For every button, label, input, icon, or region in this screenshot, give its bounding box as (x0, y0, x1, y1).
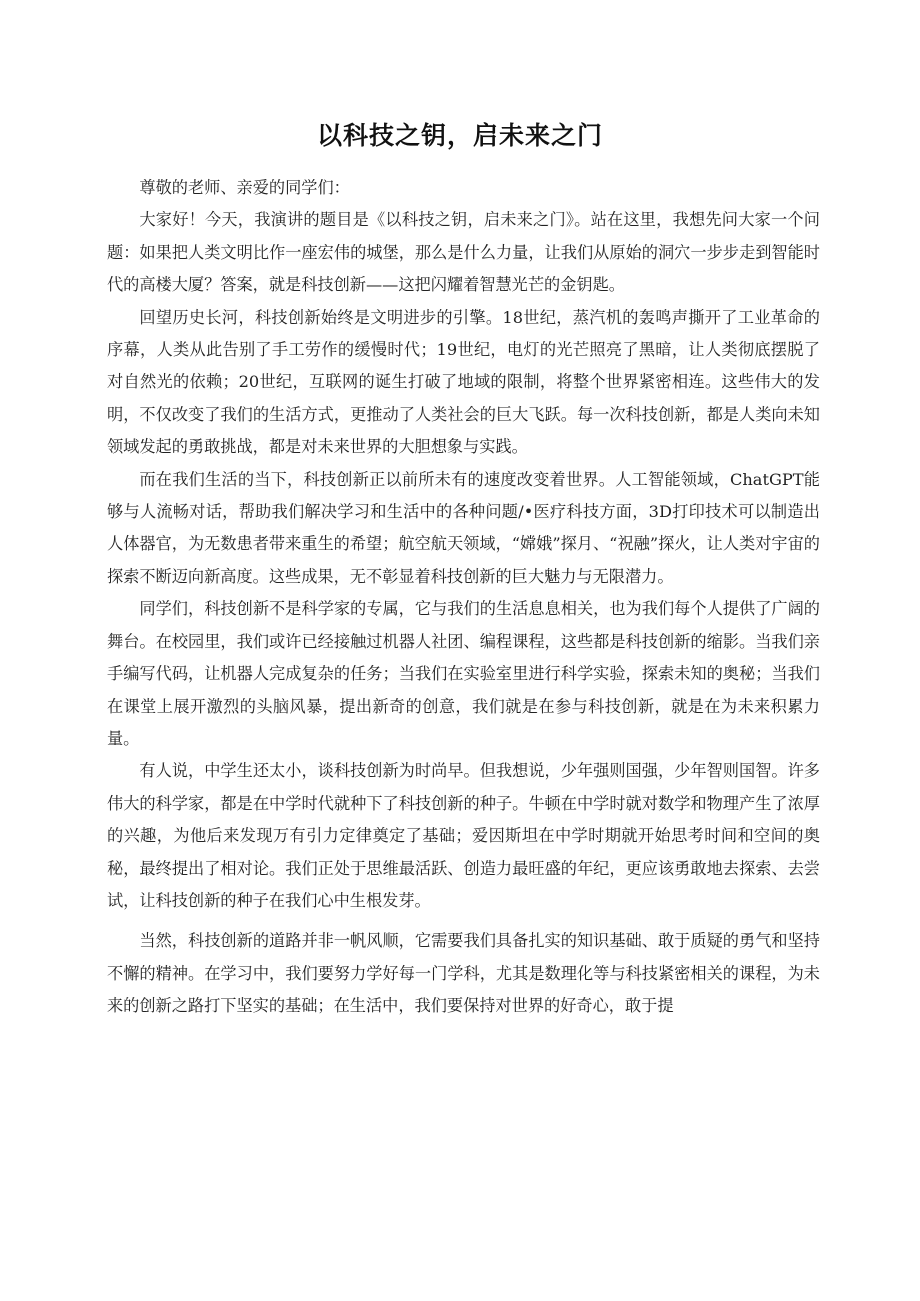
paragraph-5: 有人说，中学生还太小，谈科技创新为时尚早。但我想说，少年强则国强，少年智则国智。许多伟大的科学家，都是在中学时代就种下了科技创新的种子。牛顿在中学时就对数学和物理产生了浓厚的兴趣，为他后来发现万有引力定律奠定了基础；爱因斯坦在中学时期就开始思考时间和空间的奥秘，最终提出了相对论。我们正处于思维最活跃、创造力最旺盛的年纪，更应该勇敢地去探索、去尝试，让科技创新的种子在我们心中生根发芽。 (107, 761, 820, 910)
paragraph-6: 当然，科技创新的道路并非一帆风顺，它需要我们具备扎实的知识基础、敢于质疑的勇气和坚持不懈的精神。在学习中，我们要努力学好每一门学科，尤其是数理化等与科技紧密相关的课程，为未来的创新之路打下坚实的基础；在生活中，我们要保持对世界的好奇心，敢于提 (107, 931, 820, 1016)
document-body (107, 172, 820, 1023)
document-title: 以科技之钥，启未来之门 (316, 121, 603, 150)
paragraph-4: 同学们，科技创新不是科学家的专属，它与我们的生活息息相关，也为我们每个人提供了广阔的舞台。在校园里，我们或许已经接触过机器人社团、编程课程，这些都是科技创新的缩影。当我们亲手编写代码，让机器人完成复杂的任务；当我们在实验室里进行科学实验，探索未知的奥秘；当我们在课堂上展开激烈的头脑风暴，提出新奇的创意，我们就是在参与科技创新，就是在为未来积累力量。 (107, 599, 820, 748)
paragraph-2: 回望历史长河，科技创新始终是文明进步的引擎。18世纪，蒸汽机的轰鸣声撕开了工业革命的序幕，人类从此告别了手工劳作的缓慢时代；19世纪，电灯的光芒照亮了黑暗，让人类彻底摆脱了对自然光的依赖；20世纪，互联网的诞生打破了地域的限制，将整个世界紧密相连。这些伟大的发明，不仅改变了我们的生活方式，更推动了人类社会的巨大飞跃。每一次科技创新，都是人类向未知领域发起的勇敢挑战，都是对未来世界的大胆想象与实践。 (107, 307, 820, 457)
paragraph-1: 大家好！今天，我演讲的题目是《以科技之钥，启未来之门》。站在这里，我想先问大家一个问题：如果把人类文明比作一座宏伟的城堡，那么是什么力量，让我们从原始的洞穴一步步走到智能时代的高楼大厦？答案，就是科技创新——这把闪耀着智慧光芒的金钥匙。 (107, 210, 820, 295)
salutation: 尊敬的老师、亲爱的同学们： (139, 178, 350, 197)
paragraph-3: 而在我们生活的当下，科技创新正以前所未有的速度改变着世界。人工智能领域，ChatGPT能够与人流畅对话，帮助我们解决学习和生活中的各种问题/•医疗科技方面，3D打印技术可以制造出人体器官，为无数患者带来重生的希望；航空航天领域，“嫦娥”探月、“祝融”探火，让人类对宇宙的探索不断迈向新高度。这些成果，无不彰显着科技创新的巨大魅力与无限潜力。 (107, 469, 820, 586)
